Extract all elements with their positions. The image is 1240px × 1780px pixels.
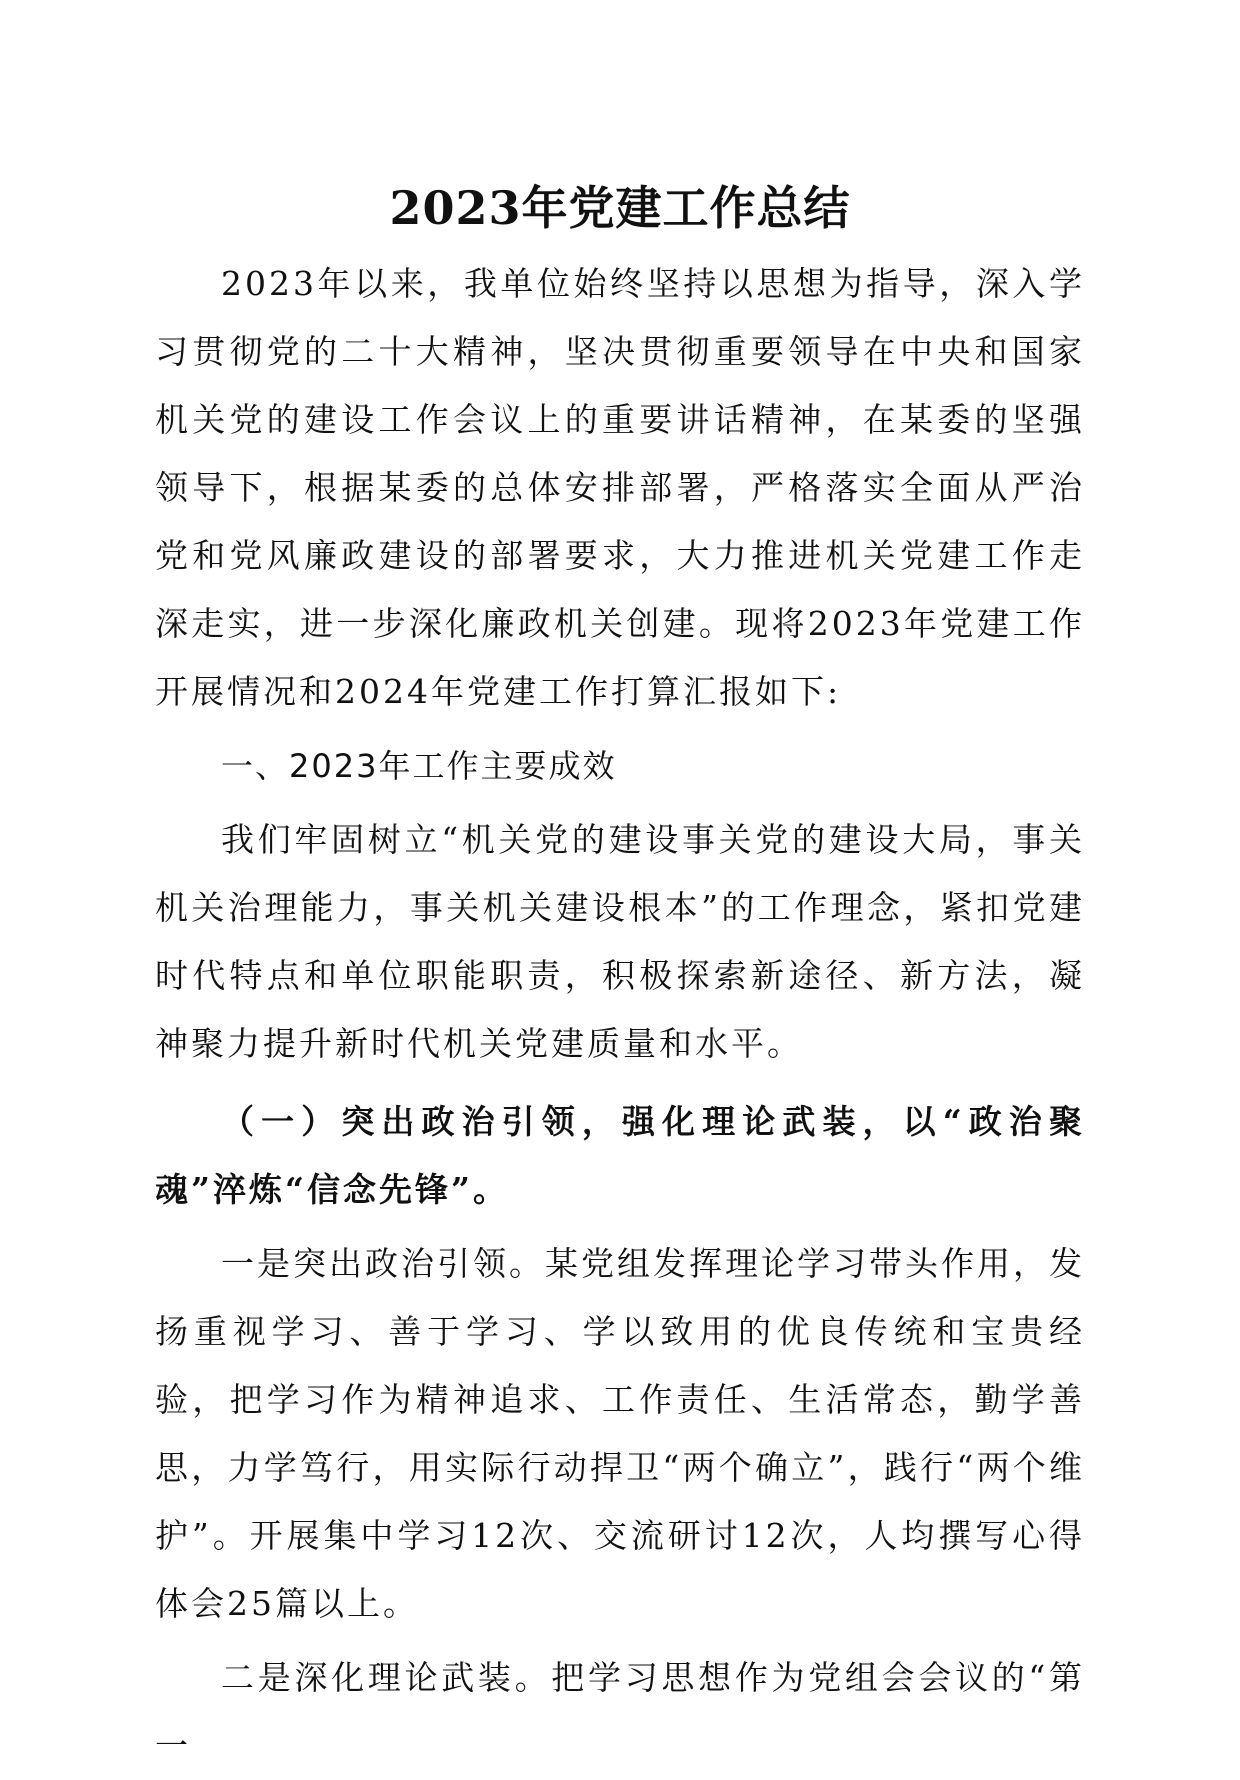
point-paragraph-theory-arming: 二是深化理论武装。把学习思想作为党组会会议的“第一 [155, 1658, 1085, 1765]
document-body [155, 250, 1085, 1780]
document-title: 2023年党建工作总结 [389, 181, 851, 235]
section-paragraph-philosophy: 我们牢固树立“机关党的建设事关党的建设大局，事关机关治理能力，事关机关建设根本”的工作理念，紧扣党建时代特点和单位职能职责，积极探索新途径、新方法，凝神聚力提升新时代机关党建质量和水平。 [155, 820, 1085, 1063]
section-heading-achievements: 一、2023年工作主要成效 [221, 747, 617, 785]
point-paragraph-political-guidance: 一是突出政治引领。某党组发挥理论学习带头作用，发扬重视学习、善于学习、学以致用的优良传统和宝贵经验，把学习作为精神追求、工作责任、生活常态，勤学善思，力学笃行，用实际行动捍卫“两个确立”，践行“两个维护”。开展集中学习12次、交流研讨12次，人均撰写心得体会25篇以上。 [155, 1244, 1085, 1623]
subsection-heading-political-guidance: （一）突出政治引领，强化理论武装，以“政治聚魂”淬炼“信念先锋”。 [155, 1102, 1085, 1209]
intro-paragraph: 2023年以来，我单位始终坚持以思想为指导，深入学习贯彻党的二十大精神，坚决贯彻重要领导在中央和国家机关党的建设工作会议上的重要讲话精神，在某委的坚强领导下，根据某委的总体安排部署，严格落实全面从严治党和党风廉政建设的部署要求，大力推进机关党建工作走深走实，进一步深化廉政机关创建。现将2023年党建工作开展情况和2024年党建工作打算汇报如下: [155, 264, 1085, 711]
